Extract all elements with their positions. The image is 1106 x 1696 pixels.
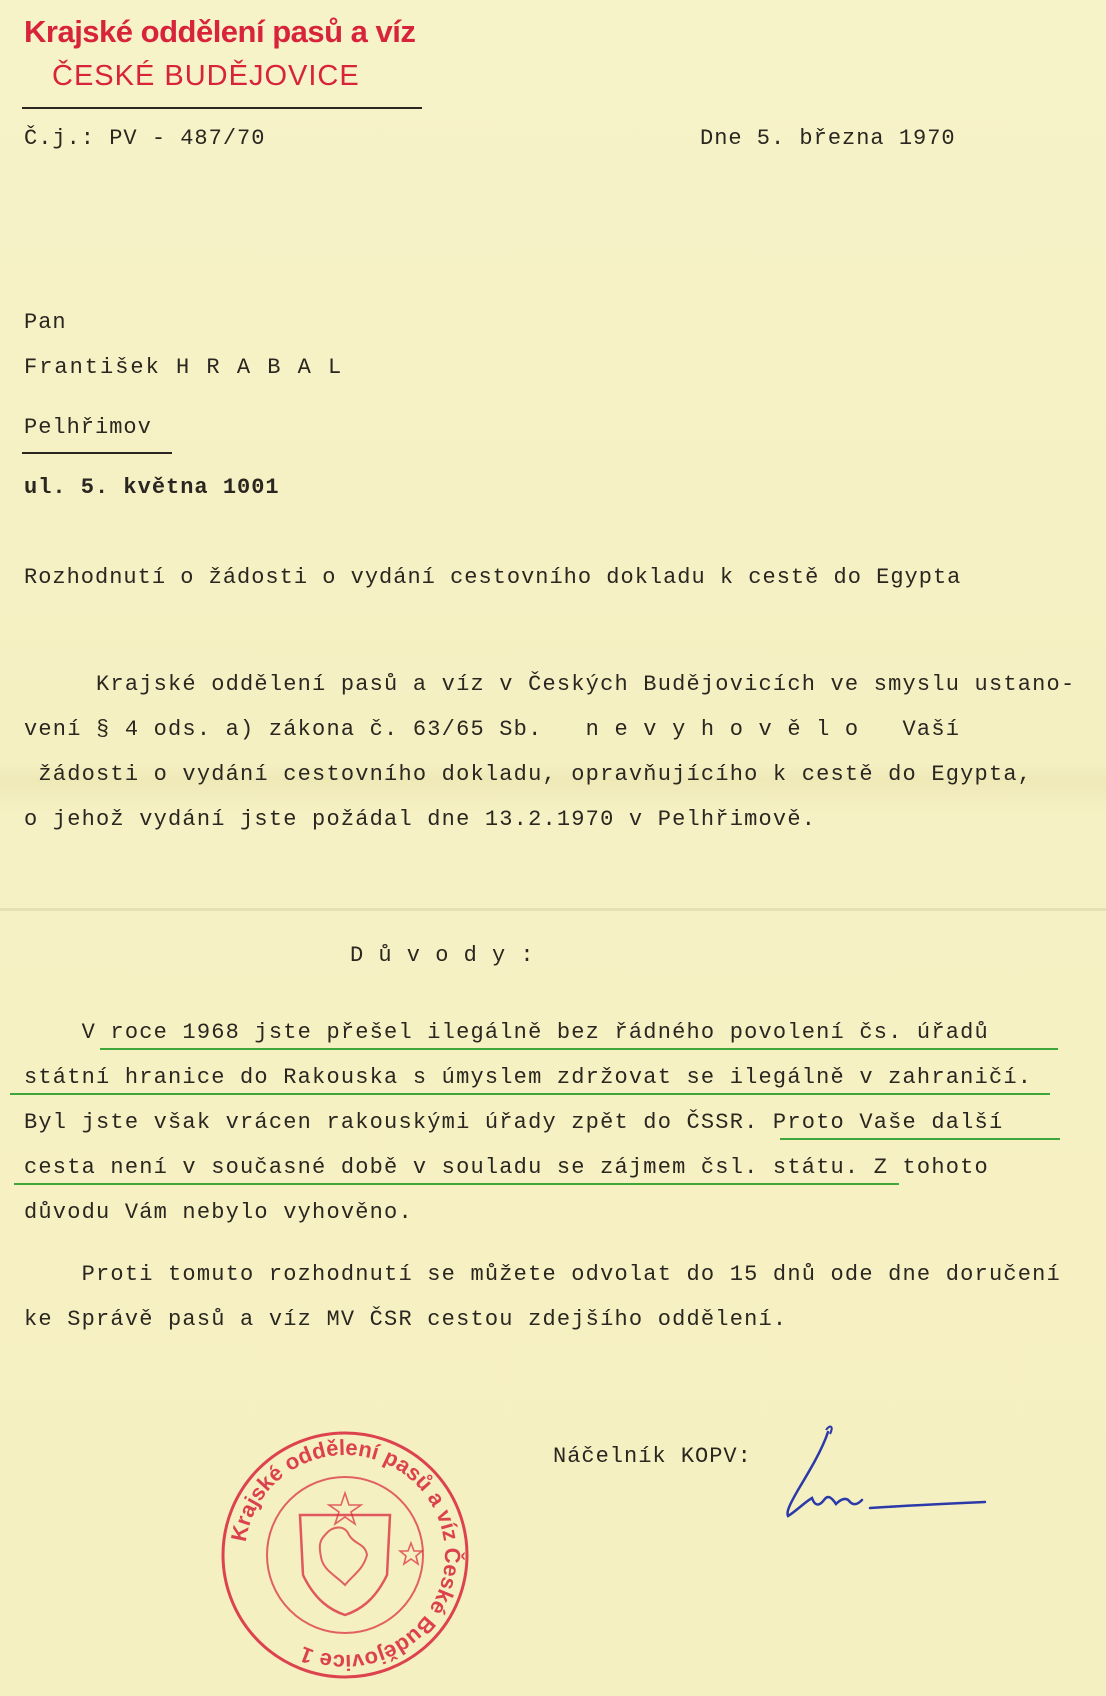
highlight-underline (14, 1183, 899, 1185)
header-stamp-line1: Krajské oddělení pasů a víz (24, 14, 416, 49)
signature-label: Náčelník KOPV: (553, 1444, 752, 1469)
paragraph2-line: Byl jste však vrácen rakouskými úřady zpět do ČSSR. Proto Vaše další (24, 1110, 1004, 1135)
paragraph2-line: V roce 1968 jste přešel ilegálně bez řádného povolení čs. úřadů (24, 1020, 989, 1045)
svg-text:Krajské oddělení pasů a víz Če (226, 1435, 465, 1675)
paragraph2-line: státní hranice do Rakouska s úmyslem zdržovat se ilegálně v zahraničí. (24, 1065, 1033, 1090)
addressee-street: ul. 5. května 1001 (24, 475, 280, 500)
paragraph1-line: žádosti o vydání cestovního dokladu, opravňujícího k cestě do Egypta, (24, 762, 1033, 787)
paragraph2-line: cesta není v současné době v souladu se zájmem čsl. státu. Z tohoto (24, 1155, 989, 1180)
round-stamp (215, 1425, 475, 1685)
letter-date: Dne 5. března 1970 (700, 126, 956, 151)
city-underline (22, 452, 172, 454)
highlight-underline (100, 1048, 1058, 1050)
header-rule (22, 107, 422, 109)
round-stamp-text: Krajské oddělení pasů a víz České Budějovice 1 (225, 1434, 466, 1676)
header-stamp-line2: ČESKÉ BUDĚJOVICE (52, 60, 360, 92)
subject-line: Rozhodnutí o žádosti o vydání cestovního dokladu k cestě do Egypta (24, 565, 962, 590)
paragraph3-line: Proti tomuto rozhodnutí se můžete odvolat do 15 dnů ode dne doručení (24, 1262, 1061, 1287)
paragraph3-line: ke Správě pasů a víz MV ČSR cestou zdejšího oddělení. (24, 1307, 788, 1332)
reference-number: Č.j.: PV - 487/70 (24, 126, 266, 151)
paragraph2-line: důvodu Vám nebylo vyhověno. (24, 1200, 413, 1225)
paper-fold (0, 908, 1106, 911)
highlight-underline (780, 1138, 1060, 1140)
paragraph1-line: Krajské oddělení pasů a víz v Českých Budějovicích ve smyslu ustano- (24, 672, 1076, 697)
reasons-heading: D ů v o d y : (350, 943, 535, 968)
highlight-underline (10, 1093, 1050, 1095)
paragraph1-line: vení § 4 ods. a) zákona č. 63/65 Sb. n e v y h o v ě l o Vaší (24, 717, 961, 742)
addressee-city: Pelhřimov (24, 415, 152, 440)
addressee-salutation: Pan (24, 310, 67, 335)
paragraph1-line: o jehož vydání jste požádal dne 13.2.1970 v Pelhřimově. (24, 807, 817, 832)
addressee-name: František H R A B A L (24, 355, 344, 380)
signature-scribble (700, 1420, 1000, 1540)
